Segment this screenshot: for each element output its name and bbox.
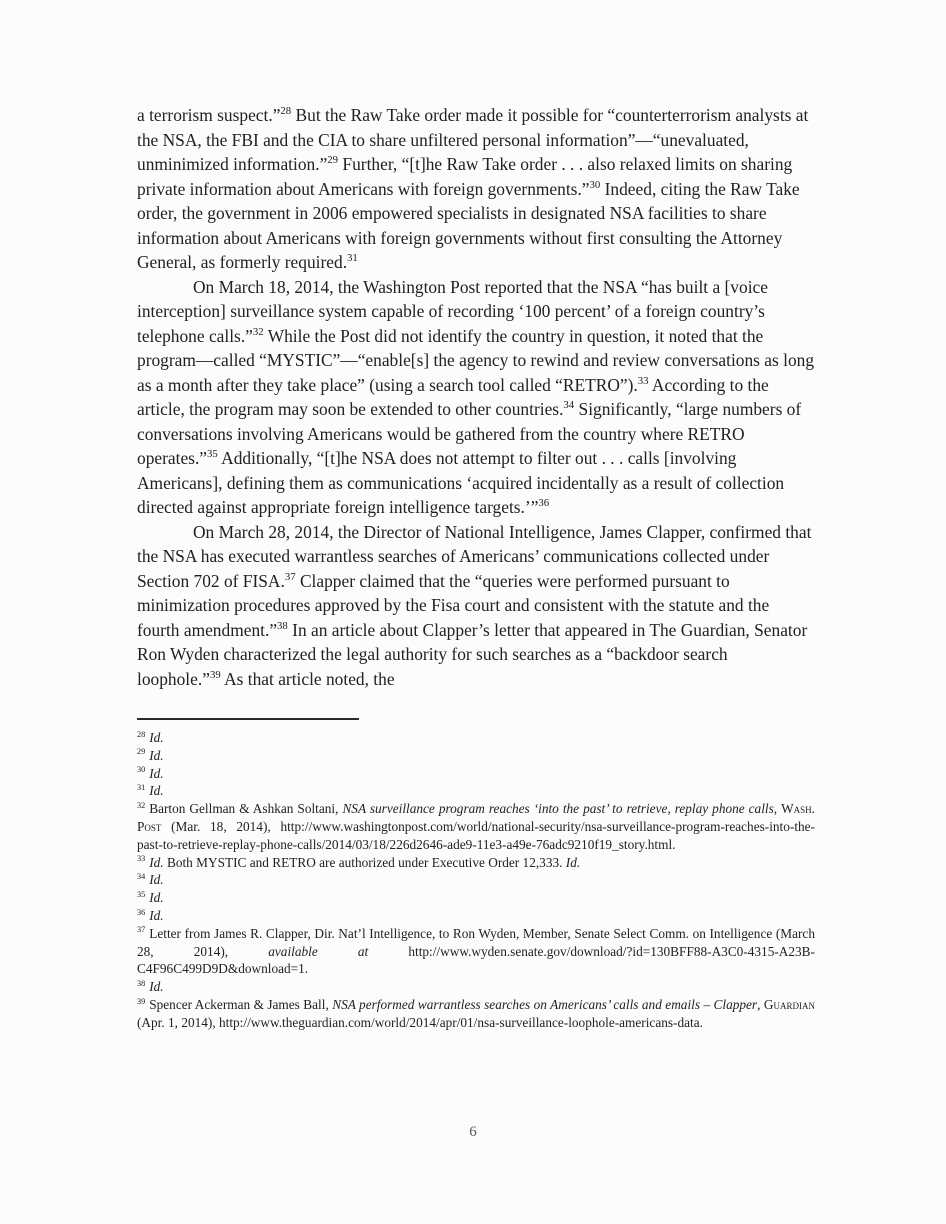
- paragraph-text: While the Post did not identify the country in question, it noted that the program—called “MYSTIC”—“enable[s] the agency to rewind and review conversations as long as a month after they take place” (using a search tool called “RETRO”).: [137, 325, 815, 395]
- paragraph-text: Further, “[t]he Raw Take order . . . also relaxed limits on sharing private information about Americans with foreign governments.”: [137, 154, 793, 199]
- footnote-article-title: NSA surveillance program reaches ‘into the past’ to retrieve, replay phone calls: [342, 801, 774, 817]
- footnote-text: Id.: [149, 747, 164, 763]
- page-content: [137, 103, 815, 1032]
- footnote-38: [137, 978, 815, 996]
- footnote-text: ,: [757, 996, 764, 1012]
- footnote-text: Id.: [149, 730, 164, 745]
- footnote-31: [137, 782, 815, 800]
- paragraph-text: Clapper claimed that the “queries were performed pursuant to minimization procedures approved by the Fisa court and consistent with the statute and the fourth amendment.”: [137, 570, 770, 640]
- footnote-29: [137, 747, 815, 765]
- body-text: [137, 103, 815, 691]
- footnote-text: Id.: [149, 979, 164, 995]
- paragraph-text: But the Raw Take order made it possible for “counterterrorism analysts at the NSA, the FBI and the CIA to share unfiltered personal information”—“unevaluated, unminimized information.”: [137, 105, 809, 174]
- footnote-number: 28: [137, 729, 146, 739]
- footnote-text: Id.: [149, 907, 164, 923]
- footnote-number: 32: [137, 800, 146, 810]
- footnote-text: (Mar. 18, 2014),: [161, 818, 281, 834]
- paragraph-text: On March 18, 2014, the Washington Post reported that the NSA “has built a [voice interception] surveillance system capable of recording ‘100 percent’ of a foreign country’s telephone calls.”: [137, 276, 768, 346]
- paragraph-text: According to the article, the program may soon be extended to other countries.: [137, 374, 769, 419]
- footnote-32: [137, 800, 815, 853]
- footnote-34: [137, 871, 815, 889]
- footnote-article-title: NSA performed warrantless searches on Americans’ calls and emails – Clapper: [332, 996, 758, 1012]
- footnote-text: (Apr. 1, 2014),: [137, 1014, 219, 1030]
- footnote-number: 34: [137, 871, 146, 881]
- footnote-text: Id.: [565, 854, 581, 870]
- paragraph-2: [137, 275, 815, 520]
- footnote-ref-29: 29: [327, 154, 339, 167]
- paragraph-1: [137, 103, 815, 275]
- footnote-text: Id.: [149, 854, 164, 870]
- footnote-ref-34: 34: [563, 399, 575, 412]
- footnote-text: Spencer Ackerman & James Ball,: [149, 996, 333, 1012]
- footnote-text: Id.: [149, 783, 164, 799]
- paragraph-text: Additionally, “[t]he NSA does not attempt to filter out . . . calls [involving Americans], defining them as communications ‘acquired incidentally as a result of collection directed against appropriate foreign intelligence targets.’”: [137, 448, 785, 517]
- footnotes-section: [137, 729, 815, 1032]
- footnote-text: Barton Gellman & Ashkan Soltani,: [149, 801, 343, 817]
- footnote-30: [137, 765, 815, 783]
- footnote-publication: Wash. Post: [137, 801, 815, 834]
- footnote-ref-39: 39: [209, 668, 221, 681]
- footnote-text: Id.: [149, 890, 164, 906]
- paragraph-3: [137, 520, 815, 692]
- paragraph-text: Indeed, citing the Raw Take order, the government in 2006 empowered specialists in designated NSA facilities to share information about Americans with foreign governments without first consulting the Attorney General, as formerly required.: [137, 178, 800, 272]
- footnote-number: 37: [137, 925, 146, 935]
- footnote-36: [137, 907, 815, 925]
- footnote-number: 36: [137, 907, 146, 917]
- paragraph-text: In an article about Clapper’s letter that appeared in The Guardian, Senator Ron Wyden characterized the legal authority for such searches as a “backdoor search loophole.”: [137, 619, 808, 689]
- footnote-url: http://www.washingtonpost.com/world/national-security/nsa-surveillance-program-reaches-into-the-past-to-retrieve-replay-phone-calls/2014/03/18/226d2646-ade9-11e3-a49e-76adc9210f19_story.html.: [137, 818, 815, 852]
- footnote-ref-28: 28: [280, 105, 292, 118]
- footnote-37: [137, 925, 815, 978]
- paragraph-text: As that article noted, the: [220, 668, 395, 689]
- footnote-ref-32: 32: [252, 325, 264, 338]
- footnote-number: 33: [137, 854, 146, 864]
- footnote-text: ,: [773, 801, 782, 817]
- footnote-ref-31: 31: [347, 252, 358, 265]
- paragraph-text: a terrorism suspect.”: [137, 105, 281, 125]
- footnote-publication: Guardian: [763, 996, 815, 1012]
- footnote-text: Id.: [149, 872, 164, 888]
- footnote-number: 39: [137, 996, 146, 1006]
- footnote-number: 30: [137, 765, 146, 775]
- paragraph-text: Significantly, “large numbers of conversations involving Americans would be gathered from the country where RETRO operates.”: [137, 399, 802, 468]
- footnote-ref-37: 37: [284, 570, 296, 583]
- footnote-ref-33: 33: [637, 374, 649, 387]
- footnote-number: 29: [137, 747, 146, 757]
- footnote-28: [137, 729, 815, 747]
- footnote-ref-35: 35: [207, 448, 218, 461]
- footnote-number: 31: [137, 782, 146, 792]
- footnote-separator: [137, 718, 359, 720]
- footnote-39: [137, 996, 815, 1032]
- footnote-text: Letter from James R. Clapper, Dir. Nat’l Intelligence, to Ron Wyden, Member, Senate Select Comm. on Intelligence (March 28, 2014),: [137, 925, 815, 959]
- paragraph-text: On March 28, 2014, the Director of National Intelligence, James Clapper, confirmed that the NSA has executed warrantless searches of Americans’ communications collected under Section 702 of FISA.: [137, 521, 812, 591]
- footnote-33: [137, 854, 815, 872]
- footnote-text: Id.: [149, 765, 164, 781]
- footnote-text: Both MYSTIC and RETRO are authorized under Executive Order 12,333.: [163, 854, 566, 870]
- footnote-ref-36: 36: [538, 497, 550, 510]
- footnote-url: http://www.theguardian.com/world/2014/apr/01/nsa-surveillance-loophole-americans-data.: [219, 1014, 703, 1030]
- footnote-number: 38: [137, 978, 146, 988]
- footnote-35: [137, 889, 815, 907]
- footnote-number: 35: [137, 889, 146, 899]
- footnote-ref-38: 38: [277, 619, 288, 632]
- footnote-ref-30: 30: [589, 178, 601, 191]
- footnote-text: available at: [268, 943, 369, 959]
- page-number: 6: [469, 1124, 477, 1140]
- footnote-url: http://www.wyden.senate.gov/download/?id=130BFF88-A3C0-4315-A23B-C4F96C499D9D&download=1.: [137, 943, 815, 977]
